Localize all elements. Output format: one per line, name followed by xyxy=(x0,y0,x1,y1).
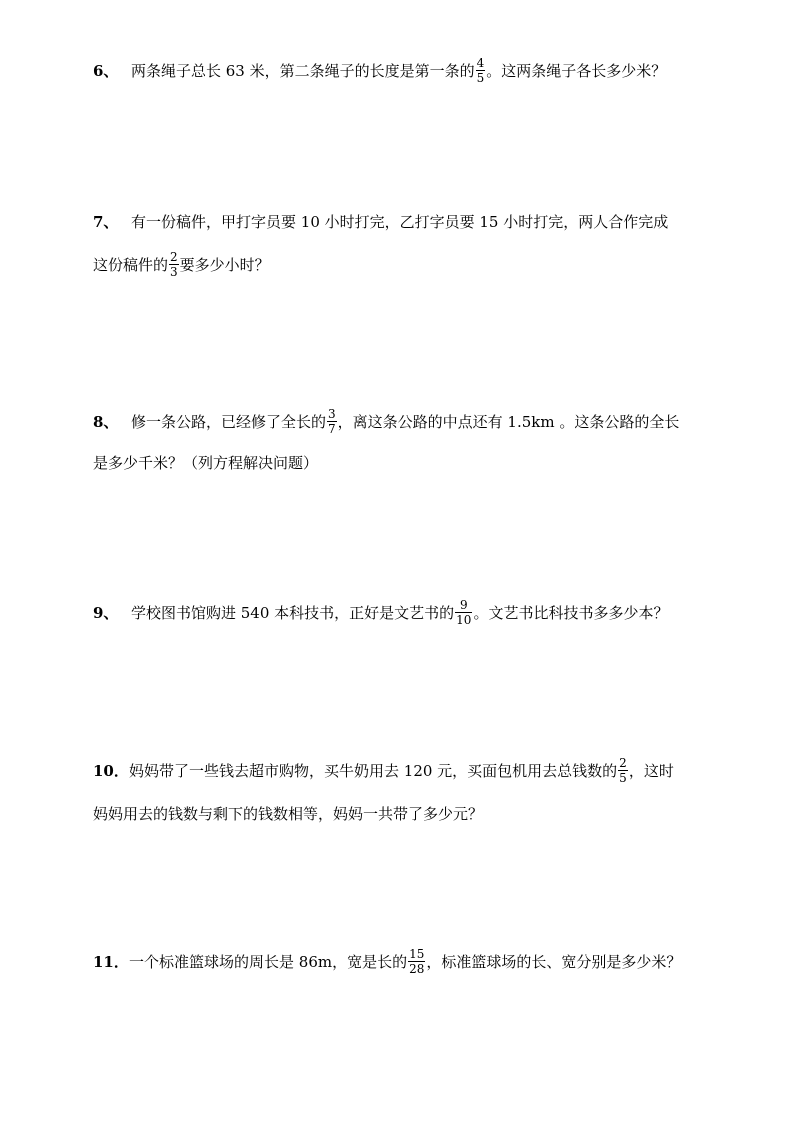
question-line xyxy=(93,208,703,236)
fraction-numerator: 9 xyxy=(459,597,468,612)
fraction-denominator: 5 xyxy=(619,770,627,785)
fraction xyxy=(408,948,425,975)
question-line xyxy=(93,449,703,477)
fraction xyxy=(169,251,179,278)
question-text: 是多少千米？（列方程解决问题） xyxy=(93,454,319,472)
question-line xyxy=(93,800,703,828)
fraction xyxy=(476,57,486,84)
fraction-numerator: 2 xyxy=(170,249,178,264)
question-text: 两条绳子总长 63 米，第二条绳子的长度是第一条的 xyxy=(131,62,475,80)
question-8 xyxy=(93,408,703,477)
question-number: 11． xyxy=(93,953,129,971)
fraction-numerator: 2 xyxy=(619,755,627,770)
fraction-denominator: 28 xyxy=(409,961,425,976)
question-text: 。文艺书比科技书多多少本？ xyxy=(473,604,669,622)
fraction-denominator: 10 xyxy=(456,612,472,627)
question-line xyxy=(93,251,703,279)
question-text: 修一条公路，已经修了全长的 xyxy=(131,413,327,431)
question-line xyxy=(93,948,703,976)
fraction xyxy=(455,599,472,626)
question-text: ，标准篮球场的长、宽分别是多少米？ xyxy=(426,953,682,971)
question-line xyxy=(93,408,703,436)
question-line xyxy=(93,599,703,627)
question-number: 8、 xyxy=(93,413,119,431)
question-text: ，这时 xyxy=(628,762,674,780)
fraction xyxy=(327,408,337,435)
fraction-numerator: 3 xyxy=(328,406,336,421)
fraction xyxy=(618,757,628,784)
question-text: 妈妈带了一些钱去超市购物，买牛奶用去 120 元，买面包机用去总钱数的 xyxy=(129,762,618,780)
fraction-numerator: 15 xyxy=(409,946,425,961)
question-line xyxy=(93,57,703,85)
fraction-denominator: 3 xyxy=(170,264,178,279)
question-6 xyxy=(93,57,703,85)
question-number: 10． xyxy=(93,762,129,780)
question-text: 妈妈用去的钱数与剩下的钱数相等，妈妈一共带了多少元？ xyxy=(93,805,484,823)
question-text: ，离这条公路的中点还有 1.5km 。这条公路的全长 xyxy=(337,413,680,431)
question-line xyxy=(93,757,703,785)
question-text: 一个标准篮球场的周长是 86m，宽是长的 xyxy=(129,953,408,971)
question-10 xyxy=(93,757,703,828)
question-text: 。这两条绳子各长多少米？ xyxy=(486,62,667,80)
fraction-denominator: 7 xyxy=(328,421,336,436)
fraction-numerator: 4 xyxy=(476,55,485,70)
question-text: 有一份稿件，甲打字员要 10 小时打完，乙打字员要 15 小时打完，两人合作完成 xyxy=(131,213,669,231)
question-text: 学校图书馆购进 540 本科技书，正好是文艺书的 xyxy=(131,604,455,622)
question-number: 6、 xyxy=(93,62,119,80)
question-9 xyxy=(93,599,703,627)
question-text: 要多少小时？ xyxy=(179,256,270,274)
question-number: 9、 xyxy=(93,604,119,622)
question-text: 这份稿件的 xyxy=(93,256,169,274)
question-7 xyxy=(93,208,703,279)
question-11 xyxy=(93,948,703,976)
question-number: 7、 xyxy=(93,213,119,231)
fraction-denominator: 5 xyxy=(476,70,485,85)
